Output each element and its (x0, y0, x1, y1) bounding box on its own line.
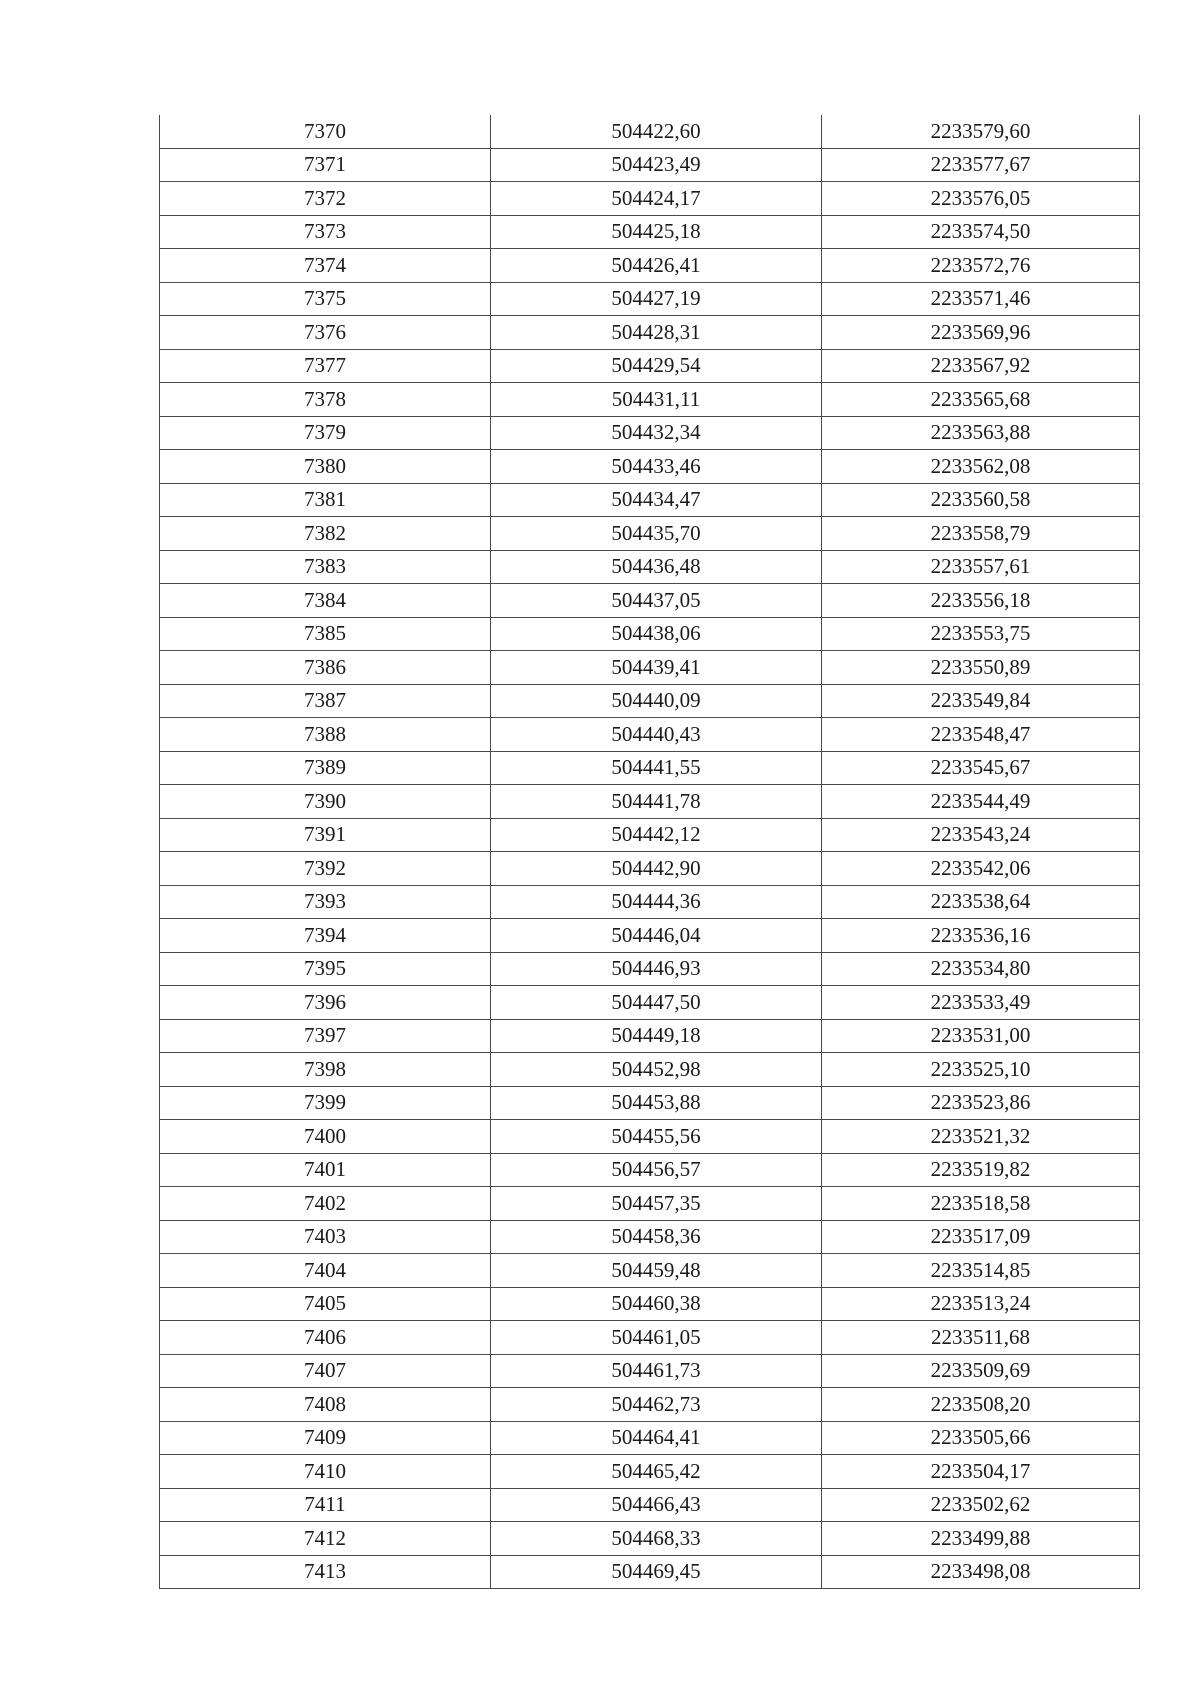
y-coordinate-cell: 2233525,10 (822, 1053, 1140, 1087)
point-number-cell: 7413 (160, 1555, 491, 1589)
table-row (160, 1086, 1140, 1120)
x-coordinate-cell: 504423,49 (491, 148, 822, 182)
y-coordinate-cell: 2233574,50 (822, 215, 1140, 249)
x-coordinate-cell: 504422,60 (491, 115, 822, 148)
y-coordinate-cell: 2233553,75 (822, 617, 1140, 651)
point-number-cell: 7371 (160, 148, 491, 182)
table-row (160, 550, 1140, 584)
y-coordinate-cell: 2233548,47 (822, 718, 1140, 752)
point-number-cell: 7384 (160, 584, 491, 618)
point-number-cell: 7404 (160, 1254, 491, 1288)
table-row (160, 483, 1140, 517)
y-coordinate-cell: 2233567,92 (822, 349, 1140, 383)
y-coordinate-cell: 2233534,80 (822, 952, 1140, 986)
point-number-cell: 7395 (160, 952, 491, 986)
table-row (160, 1287, 1140, 1321)
x-coordinate-cell: 504442,90 (491, 852, 822, 886)
y-coordinate-cell: 2233536,16 (822, 919, 1140, 953)
y-coordinate-cell: 2233562,08 (822, 450, 1140, 484)
table-row (160, 316, 1140, 350)
x-coordinate-cell: 504438,06 (491, 617, 822, 651)
y-coordinate-cell: 2233531,00 (822, 1019, 1140, 1053)
point-number-cell: 7412 (160, 1522, 491, 1556)
x-coordinate-cell: 504452,98 (491, 1053, 822, 1087)
table-row (160, 751, 1140, 785)
point-number-cell: 7394 (160, 919, 491, 953)
x-coordinate-cell: 504436,48 (491, 550, 822, 584)
coordinate-table (159, 115, 1140, 1589)
point-number-cell: 7389 (160, 751, 491, 785)
x-coordinate-cell: 504460,38 (491, 1287, 822, 1321)
point-number-cell: 7377 (160, 349, 491, 383)
x-coordinate-cell: 504440,09 (491, 684, 822, 718)
table-row (160, 785, 1140, 819)
point-number-cell: 7393 (160, 885, 491, 919)
point-number-cell: 7392 (160, 852, 491, 886)
table-row (160, 148, 1140, 182)
y-coordinate-cell: 2233513,24 (822, 1287, 1140, 1321)
table-row (160, 684, 1140, 718)
x-coordinate-cell: 504456,57 (491, 1153, 822, 1187)
y-coordinate-cell: 2233517,09 (822, 1220, 1140, 1254)
table-row (160, 885, 1140, 919)
table-row (160, 1421, 1140, 1455)
x-coordinate-cell: 504459,48 (491, 1254, 822, 1288)
table-row (160, 1019, 1140, 1053)
x-coordinate-cell: 504466,43 (491, 1488, 822, 1522)
point-number-cell: 7379 (160, 416, 491, 450)
point-number-cell: 7409 (160, 1421, 491, 1455)
point-number-cell: 7397 (160, 1019, 491, 1053)
table-row (160, 1455, 1140, 1489)
table-row (160, 1321, 1140, 1355)
y-coordinate-cell: 2233508,20 (822, 1388, 1140, 1422)
x-coordinate-cell: 504465,42 (491, 1455, 822, 1489)
point-number-cell: 7383 (160, 550, 491, 584)
point-number-cell: 7387 (160, 684, 491, 718)
x-coordinate-cell: 504432,34 (491, 416, 822, 450)
point-number-cell: 7396 (160, 986, 491, 1020)
point-number-cell: 7378 (160, 383, 491, 417)
table-row (160, 919, 1140, 953)
x-coordinate-cell: 504446,93 (491, 952, 822, 986)
y-coordinate-cell: 2233542,06 (822, 852, 1140, 886)
y-coordinate-cell: 2233545,67 (822, 751, 1140, 785)
x-coordinate-cell: 504437,05 (491, 584, 822, 618)
point-number-cell: 7402 (160, 1187, 491, 1221)
point-number-cell: 7374 (160, 249, 491, 283)
table-row (160, 718, 1140, 752)
point-number-cell: 7400 (160, 1120, 491, 1154)
x-coordinate-cell: 504442,12 (491, 818, 822, 852)
table-row (160, 349, 1140, 383)
y-coordinate-cell: 2233571,46 (822, 282, 1140, 316)
point-number-cell: 7398 (160, 1053, 491, 1087)
x-coordinate-cell: 504469,45 (491, 1555, 822, 1589)
table-row (160, 1153, 1140, 1187)
y-coordinate-cell: 2233498,08 (822, 1555, 1140, 1589)
point-number-cell: 7381 (160, 483, 491, 517)
point-number-cell: 7382 (160, 517, 491, 551)
x-coordinate-cell: 504458,36 (491, 1220, 822, 1254)
x-coordinate-cell: 504461,73 (491, 1354, 822, 1388)
x-coordinate-cell: 504468,33 (491, 1522, 822, 1556)
point-number-cell: 7408 (160, 1388, 491, 1422)
table-row (160, 1555, 1140, 1589)
x-coordinate-cell: 504457,35 (491, 1187, 822, 1221)
point-number-cell: 7405 (160, 1287, 491, 1321)
x-coordinate-cell: 504424,17 (491, 182, 822, 216)
table-row (160, 584, 1140, 618)
point-number-cell: 7386 (160, 651, 491, 685)
x-coordinate-cell: 504449,18 (491, 1019, 822, 1053)
x-coordinate-cell: 504441,78 (491, 785, 822, 819)
y-coordinate-cell: 2233533,49 (822, 986, 1140, 1020)
x-coordinate-cell: 504446,04 (491, 919, 822, 953)
y-coordinate-cell: 2233519,82 (822, 1153, 1140, 1187)
y-coordinate-cell: 2233558,79 (822, 517, 1140, 551)
y-coordinate-cell: 2233523,86 (822, 1086, 1140, 1120)
x-coordinate-cell: 504428,31 (491, 316, 822, 350)
y-coordinate-cell: 2233569,96 (822, 316, 1140, 350)
x-coordinate-cell: 504435,70 (491, 517, 822, 551)
table-row (160, 115, 1140, 148)
y-coordinate-cell: 2233579,60 (822, 115, 1140, 148)
table-row (160, 617, 1140, 651)
x-coordinate-cell: 504434,47 (491, 483, 822, 517)
y-coordinate-cell: 2233509,69 (822, 1354, 1140, 1388)
y-coordinate-cell: 2233576,05 (822, 182, 1140, 216)
y-coordinate-cell: 2233560,58 (822, 483, 1140, 517)
point-number-cell: 7399 (160, 1086, 491, 1120)
x-coordinate-cell: 504431,11 (491, 383, 822, 417)
point-number-cell: 7370 (160, 115, 491, 148)
point-number-cell: 7372 (160, 182, 491, 216)
y-coordinate-cell: 2233543,24 (822, 818, 1140, 852)
table-row (160, 1254, 1140, 1288)
y-coordinate-cell: 2233504,17 (822, 1455, 1140, 1489)
table-row (160, 1354, 1140, 1388)
table-row (160, 1120, 1140, 1154)
x-coordinate-cell: 504439,41 (491, 651, 822, 685)
x-coordinate-cell: 504440,43 (491, 718, 822, 752)
y-coordinate-cell: 2233505,66 (822, 1421, 1140, 1455)
y-coordinate-cell: 2233557,61 (822, 550, 1140, 584)
point-number-cell: 7410 (160, 1455, 491, 1489)
y-coordinate-cell: 2233549,84 (822, 684, 1140, 718)
table-body (160, 115, 1140, 1589)
x-coordinate-cell: 504429,54 (491, 349, 822, 383)
y-coordinate-cell: 2233511,68 (822, 1321, 1140, 1355)
point-number-cell: 7403 (160, 1220, 491, 1254)
table-row (160, 852, 1140, 886)
point-number-cell: 7376 (160, 316, 491, 350)
x-coordinate-cell: 504444,36 (491, 885, 822, 919)
point-number-cell: 7380 (160, 450, 491, 484)
y-coordinate-cell: 2233565,68 (822, 383, 1140, 417)
x-coordinate-cell: 504462,73 (491, 1388, 822, 1422)
point-number-cell: 7375 (160, 282, 491, 316)
y-coordinate-cell: 2233563,88 (822, 416, 1140, 450)
point-number-cell: 7406 (160, 1321, 491, 1355)
point-number-cell: 7407 (160, 1354, 491, 1388)
table-row (160, 1388, 1140, 1422)
table-row (160, 1220, 1140, 1254)
table-row (160, 517, 1140, 551)
y-coordinate-cell: 2233514,85 (822, 1254, 1140, 1288)
point-number-cell: 7373 (160, 215, 491, 249)
point-number-cell: 7390 (160, 785, 491, 819)
y-coordinate-cell: 2233544,49 (822, 785, 1140, 819)
table-row (160, 1187, 1140, 1221)
table-row (160, 249, 1140, 283)
y-coordinate-cell: 2233550,89 (822, 651, 1140, 685)
point-number-cell: 7401 (160, 1153, 491, 1187)
table-row (160, 1488, 1140, 1522)
point-number-cell: 7411 (160, 1488, 491, 1522)
table-row (160, 282, 1140, 316)
table-row (160, 651, 1140, 685)
point-number-cell: 7388 (160, 718, 491, 752)
table-row (160, 416, 1140, 450)
point-number-cell: 7391 (160, 818, 491, 852)
table-row (160, 986, 1140, 1020)
y-coordinate-cell: 2233502,62 (822, 1488, 1140, 1522)
x-coordinate-cell: 504447,50 (491, 986, 822, 1020)
table-row (160, 383, 1140, 417)
y-coordinate-cell: 2233521,32 (822, 1120, 1140, 1154)
table-row (160, 182, 1140, 216)
y-coordinate-cell: 2233572,76 (822, 249, 1140, 283)
y-coordinate-cell: 2233556,18 (822, 584, 1140, 618)
table-row (160, 952, 1140, 986)
table-row (160, 1053, 1140, 1087)
y-coordinate-cell: 2233577,67 (822, 148, 1140, 182)
x-coordinate-cell: 504453,88 (491, 1086, 822, 1120)
point-number-cell: 7385 (160, 617, 491, 651)
y-coordinate-cell: 2233518,58 (822, 1187, 1140, 1221)
x-coordinate-cell: 504461,05 (491, 1321, 822, 1355)
x-coordinate-cell: 504426,41 (491, 249, 822, 283)
x-coordinate-cell: 504464,41 (491, 1421, 822, 1455)
x-coordinate-cell: 504455,56 (491, 1120, 822, 1154)
x-coordinate-cell: 504433,46 (491, 450, 822, 484)
table-row (160, 450, 1140, 484)
y-coordinate-cell: 2233538,64 (822, 885, 1140, 919)
table-row (160, 215, 1140, 249)
x-coordinate-cell: 504441,55 (491, 751, 822, 785)
y-coordinate-cell: 2233499,88 (822, 1522, 1140, 1556)
x-coordinate-cell: 504425,18 (491, 215, 822, 249)
x-coordinate-cell: 504427,19 (491, 282, 822, 316)
table-row (160, 1522, 1140, 1556)
table-row (160, 818, 1140, 852)
